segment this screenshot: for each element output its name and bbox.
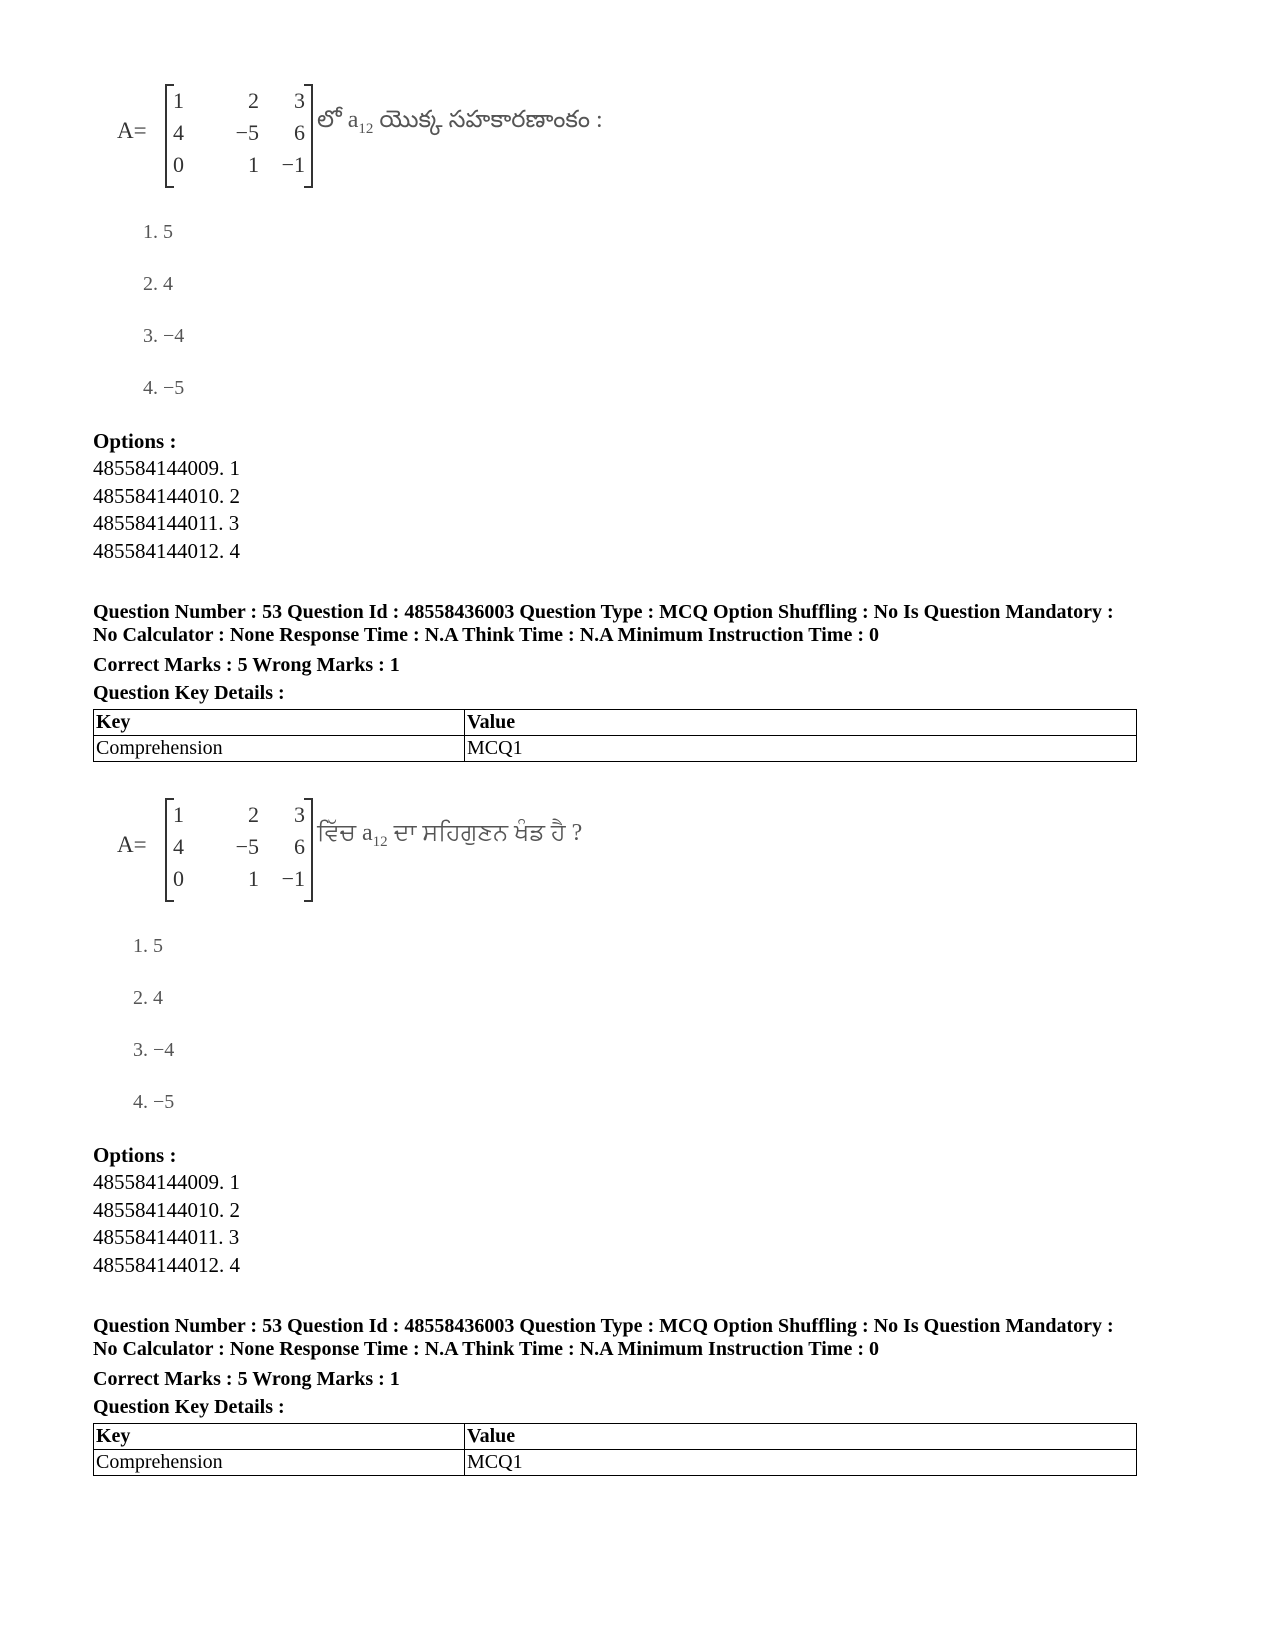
question-var: a bbox=[361, 820, 373, 846]
choice-list bbox=[143, 206, 1183, 414]
question-image bbox=[93, 790, 1183, 908]
question-var: a bbox=[347, 107, 359, 133]
question-image bbox=[93, 76, 1183, 194]
option-line: 485584144010. 2 bbox=[93, 1197, 240, 1222]
matrix-cell: 2 bbox=[248, 802, 259, 827]
question-text bbox=[317, 820, 582, 851]
matrix-grid bbox=[173, 86, 305, 179]
option-line: 485584144009. 1 bbox=[93, 456, 240, 480]
matrix-cell: −1 bbox=[281, 866, 305, 891]
choice-item: 2. 4 bbox=[133, 987, 163, 1009]
table-header-cell: Value bbox=[465, 710, 1137, 736]
option-line: 485584144012. 4 bbox=[93, 538, 240, 563]
matrix-cell: 1 bbox=[248, 866, 259, 891]
matrix-cell: 4 bbox=[173, 120, 184, 145]
matrix-cell: 3 bbox=[294, 88, 305, 113]
matrix-cell: −5 bbox=[235, 120, 259, 145]
option-line: 485584144011. 3 bbox=[93, 1225, 240, 1249]
matrix-cell: −1 bbox=[281, 152, 305, 177]
table-header-cell: Key bbox=[94, 710, 465, 736]
table-header-row bbox=[94, 710, 1137, 736]
question-meta bbox=[93, 601, 1183, 647]
matrix-cell: 2 bbox=[248, 88, 259, 113]
table-header-cell: Value bbox=[465, 1424, 1137, 1450]
table-header-cell: Key bbox=[94, 1424, 465, 1450]
key-details-title: Question Key Details : bbox=[93, 682, 285, 704]
options-title: Options : bbox=[93, 429, 177, 453]
choice-item: 4. −5 bbox=[143, 377, 185, 399]
matrix-right-bracket bbox=[304, 798, 313, 902]
question-block bbox=[93, 762, 1183, 1476]
matrix-label: A= bbox=[117, 118, 147, 143]
choice-item: 3. −4 bbox=[133, 1039, 175, 1061]
table-cell: MCQ1 bbox=[465, 1450, 1137, 1476]
matrix bbox=[165, 798, 313, 900]
choice-item: 2. 4 bbox=[143, 273, 173, 295]
choice-item: 3. −4 bbox=[143, 325, 185, 347]
option-line: 485584144012. 4 bbox=[93, 1252, 240, 1277]
matrix-cell: −5 bbox=[235, 834, 259, 859]
table-cell: Comprehension bbox=[94, 736, 465, 762]
question-sub: 12 bbox=[358, 120, 374, 137]
table-cell: Comprehension bbox=[94, 1450, 465, 1476]
document-page bbox=[93, 0, 1183, 1476]
matrix-right-bracket bbox=[304, 84, 313, 188]
meta-line: No Calculator : None Response Time : N.A Think Time : N.A Minimum Instruction Time : 0 bbox=[93, 624, 879, 646]
matrix-cell: 0 bbox=[173, 152, 184, 177]
question-pre: లో bbox=[317, 107, 348, 133]
choice-item: 1. 5 bbox=[143, 221, 173, 243]
key-details-title: Question Key Details : bbox=[93, 1396, 285, 1418]
marks-line: Correct Marks : 5 Wrong Marks : 1 bbox=[93, 654, 400, 676]
question-text bbox=[317, 106, 603, 139]
matrix bbox=[165, 84, 313, 186]
option-line: 485584144009. 1 bbox=[93, 1170, 240, 1194]
question-meta bbox=[93, 1315, 1183, 1361]
matrix-cell: 1 bbox=[248, 152, 259, 177]
matrix-cell: 4 bbox=[173, 834, 184, 859]
matrix-label: A= bbox=[117, 832, 147, 857]
table-row bbox=[94, 736, 1137, 762]
choice-item: 1. 5 bbox=[133, 935, 163, 957]
question-post: యొక్క సహకారణాంకం : bbox=[373, 107, 603, 133]
option-line: 485584144011. 3 bbox=[93, 511, 240, 535]
choice-item: 4. −5 bbox=[133, 1091, 175, 1113]
meta-line: Question Number : 53 Question Id : 48558436003 Question Type : MCQ Option Shuffling : No Is Question Mandatory : bbox=[93, 1315, 1114, 1337]
choice-list bbox=[133, 920, 1183, 1128]
question-sub: 12 bbox=[372, 833, 388, 850]
table-row bbox=[94, 1450, 1137, 1476]
matrix-grid bbox=[173, 800, 305, 893]
matrix-cell: 0 bbox=[173, 866, 184, 891]
question-pre: ਵਿੱਚ bbox=[317, 820, 362, 846]
matrix-cell: 6 bbox=[294, 120, 305, 145]
question-post: ਦਾ ਸਹਿਗੁਣਨ ਖੰਡ ਹੈ ? bbox=[387, 820, 583, 846]
table-cell: MCQ1 bbox=[465, 736, 1137, 762]
matrix-cell: 1 bbox=[173, 88, 184, 113]
option-line: 485584144010. 2 bbox=[93, 483, 240, 508]
key-details-table bbox=[93, 1423, 1137, 1476]
meta-line: Question Number : 53 Question Id : 48558436003 Question Type : MCQ Option Shuffling : No Is Question Mandatory : bbox=[93, 601, 1114, 623]
options-title: Options : bbox=[93, 1143, 177, 1167]
marks-line: Correct Marks : 5 Wrong Marks : 1 bbox=[93, 1368, 400, 1390]
matrix-cell: 6 bbox=[294, 834, 305, 859]
question-block bbox=[93, 0, 1183, 762]
matrix-cell: 1 bbox=[173, 802, 184, 827]
table-header-row bbox=[94, 1424, 1137, 1450]
matrix-cell: 3 bbox=[294, 802, 305, 827]
key-details-table bbox=[93, 709, 1137, 762]
meta-line: No Calculator : None Response Time : N.A Think Time : N.A Minimum Instruction Time : 0 bbox=[93, 1338, 879, 1360]
